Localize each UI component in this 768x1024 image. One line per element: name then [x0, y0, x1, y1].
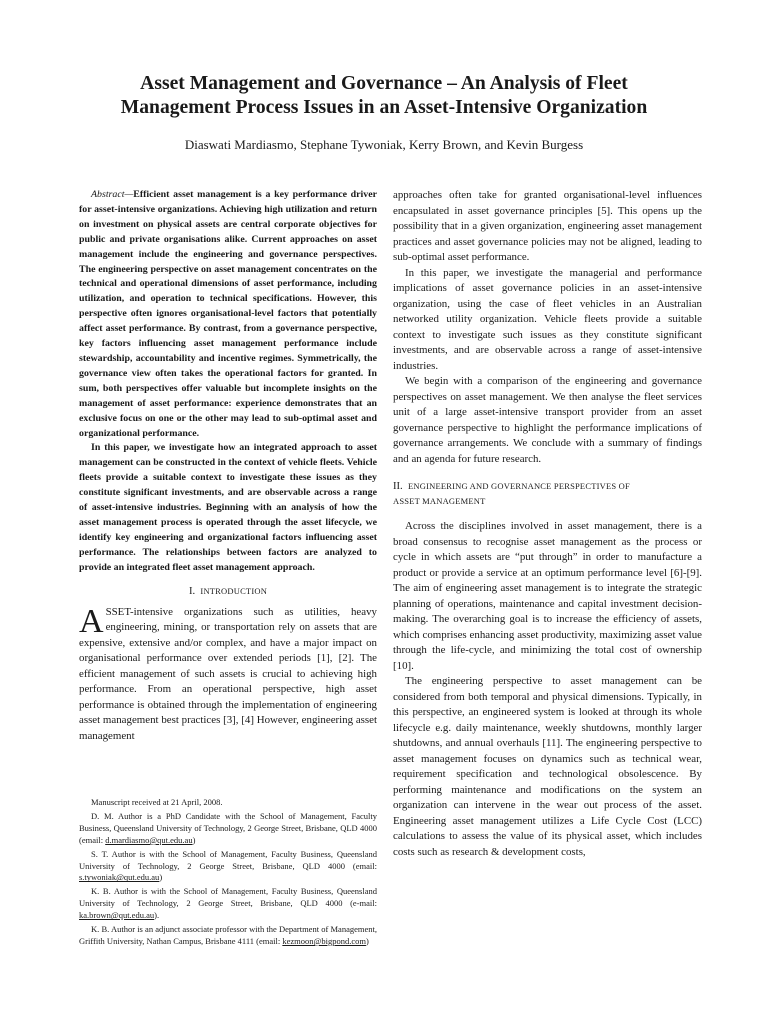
footnote-dm-close: ): [192, 834, 196, 845]
section-title: INTRODUCTION: [200, 585, 268, 596]
section-title-line-1: ENGINEERING AND GOVERNANCE PERSPECTIVES OF: [408, 481, 630, 491]
email-link-dm[interactable]: d.mardiasmo@qut.edu.au: [105, 834, 193, 845]
intro-paragraph-3: We begin with a comparison of the engineering and governance perspectives on asset management. We then analyse the fleet services unit of a large asset-intensive transport provider from an asset governance perspective to highlight the performance implications of governance arrangements. We conclude with a summary of findings and an agenda for future research.: [393, 375, 702, 465]
paper-title: [60, 72, 708, 120]
section-numeral: I.: [188, 585, 196, 597]
drop-cap: A: [79, 602, 104, 640]
section-heading-introduction: [79, 584, 377, 599]
section-title-line-2: ASSET MANAGEMENT: [393, 496, 486, 506]
title-line-1: Asset Management and Governance – An Analysis of Fleet: [140, 73, 628, 94]
intro-paragraph-1: [79, 602, 377, 745]
left-column: [79, 188, 377, 744]
footnote-kb2: [79, 924, 377, 948]
footnote-kb1: [79, 886, 377, 922]
email-link-kb2[interactable]: kezmoon@bigpond.com: [282, 935, 366, 946]
footnote-kb1-close: ).: [154, 910, 160, 921]
footnote-st-text: S. T. Author is with the School of Management, Faculty Business, Queensland University of Technology, 2 George Street, Brisbane, QLD 4000 (email:: [79, 848, 377, 871]
footnote-dm-text: D. M. Author is a PhD Candidate with the School of Management, Faculty Business, Queensland University of Technology, 2 George Street, Brisbane, QLD 4000 (email:: [79, 810, 377, 845]
intro-continued-paragraph: approaches often take for granted organisational-level influences encapsulated in asset governance principles [5]. This opens up the possibility that in a given organization, engineering asset management practices and asset governance policies may not be aligned, leading to sub-optimal asset performance.: [393, 189, 702, 263]
abstract-paragraph-1: [79, 188, 377, 441]
footnote-kb1-text: K. B. Author is with the School of Management, Faculty Business, Queensland University of Technology, 2 George Street, Brisbane, QLD 4000 (e-mail:: [79, 886, 377, 909]
title-line-2: Management Process Issues in an Asset-Intensive Organization: [120, 97, 648, 118]
abstract-paragraph-2: In this paper, we investigate how an integrated approach to asset management can be constructed in the context of vehicle fleets. Vehicle fleets provide a suitable context to investigate these issues as they constitute significant investments, and are observable across a range of asset-intensive industries. Beginning with an analysis of how the asset management process is operated through the asset lifecycle, we identify key engineering and organizational factors influencing asset performance. The relationships between factors are analyzed to provide an integrated fleet asset management approach.: [79, 442, 377, 573]
section-numeral: II.: [393, 481, 403, 492]
footnote-st: [79, 849, 377, 885]
footnote-kb2-text: K. B. Author is an adjunct associate professor with the Department of Management, Griffith University, Nathan Campus, Brisbane 4111 (email:: [79, 924, 377, 946]
abstract: [79, 188, 377, 576]
email-link-st[interactable]: s.tywoniak@qut.edu.au: [79, 872, 160, 883]
author-list: Diaswati Mardiasmo, Stephane Tywoniak, Kerry Brown, and Kevin Burgess: [184, 137, 584, 152]
footnote-kb2-close: ): [365, 935, 369, 946]
footnote-dm: [79, 811, 377, 847]
section-heading-engineering-governance: [393, 479, 702, 509]
intro-text-1: SSET-intensive organizations such as utilities, heavy engineering, mining, or transportation rely on assets that are expensive, extensive and/or complex, and have a major impact on organisational performance over extended periods [1], [2]. The efficient management of such assets is crucial to achieving high performance. From an operational perspective, high asset performance is obtained through the implementation of engineering asset management best practices [3], [4] However, engineering asset management: [79, 605, 377, 742]
footnotes: [79, 797, 377, 950]
abstract-text-1: Efficient asset management is a key performance driver for asset-intensive organizations. Achieving high utilization and return on investment on physical assets are central corporate objectives for public and private organisations alike. Current approaches on asset management include the engineering and governance perspectives. The engineering perspective on asset management concentrates on the technical and operational dimensions of asset performance, including utilization, and operation to technical specifications. However, this perspective often ignores organisational-level factors that potentially affect asset performance. By contrast, from a governance perspective, key factors influencing asset management performance include stewardship, accountability and incentive regimes. Symmetrically, the governance view often takes the operational factors for granted. In sum, both perspectives offer valuable but incomplete insights on the management of asset performance: experience demonstrates that an exclusive focus on one or the other may lead to sub-optimal asset and organizational performance.: [79, 189, 377, 439]
section2-paragraph-2: The engineering perspective to asset management can be considered from both temporal and physical dimensions. Typically, in this perspective, an engineered system is looked at through its whole lifecycle e.g. daily maintenance, weekly shutdowns, monthly larger shutdowns, and annual overhauls [11]. The engineering perspective to asset management focuses on dynamics such as technical wear, requirement specification and technological obsolescence. By performing maintenance and modifications on the system an organization can intervene in the wear out process of the asset. Engineering asset management utilizes a Life Cycle Cost (LCC) calculations to assess the value of its physical asset, which includes costs such as research & development costs,: [393, 675, 702, 858]
footnote-st-close: ): [159, 872, 163, 883]
intro-paragraph-2: In this paper, we investigate the managerial and performance implications of asset governance policies in an asset-intensive organization, using the case of fleet vehicles in an Australian networked utility organization. Vehicle fleets provide a suitable context to investigate such issues as they constitute significant investments, and are observable across a range of asset-intensive industries.: [393, 266, 702, 372]
abstract-label: Abstract—: [91, 189, 134, 200]
right-column: [393, 188, 702, 860]
email-link-kb1[interactable]: ka.brown@qut.edu.au: [79, 910, 155, 921]
footnote-received: Manuscript received at 21 April, 2008.: [91, 797, 223, 807]
section2-paragraph-1: Across the disciplines involved in asset management, there is a broad consensus to recognise asset management as the process or cycle in which assets are “put through” in order to manufacture a product or provide a service at an optimum performance level [6]-[9]. The aim of engineering asset management is to integrate the strategic planning of operations, maintenance and capital investment decision-making. The overarching goal is to increase the efficiency of assets, which comprises enhancing asset productivity, maximizing asset value through the life-cycle, and minimizing the total cost of ownership [10].: [393, 520, 702, 672]
